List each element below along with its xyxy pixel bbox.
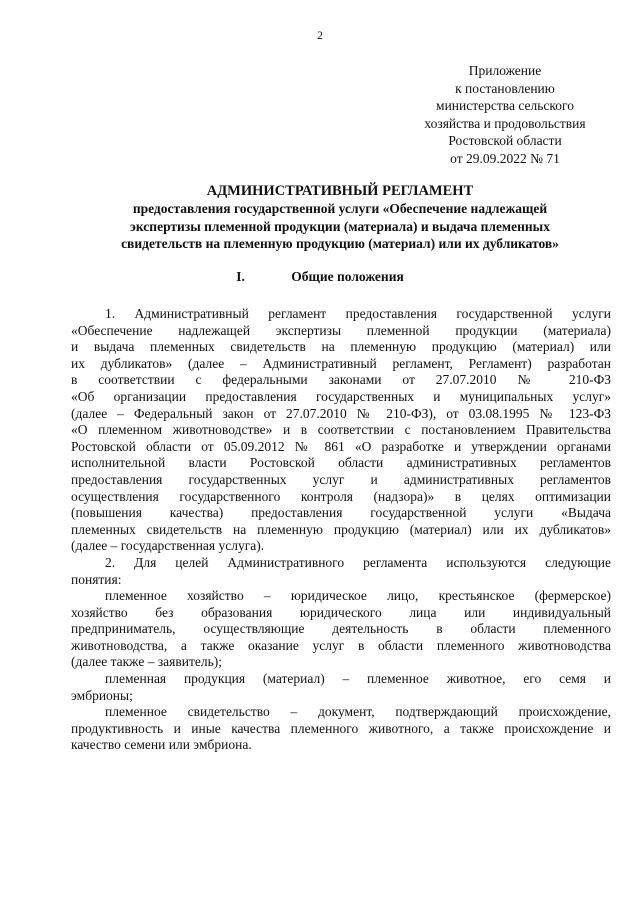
text-line: продуктивность и иные качества племенного животного, а также происхождение и xyxy=(71,720,611,736)
text-line: хозяйство без образования юридического лица или индивидуальный xyxy=(71,604,611,620)
text-line: племенное хозяйство – юридическое лицо, крестьянское (фермерское) xyxy=(105,588,611,604)
text-line: предприниматель, осуществляющие деятельность в области племенного xyxy=(71,621,611,637)
subtitle-line: предоставления государственной услуги «Обеспечение надлежащей xyxy=(132,201,548,216)
subtitle-line: свидетельств на племенную продукцию (материал) или их дубликатов» xyxy=(121,236,559,251)
text-line: 2. Для целей Административного регламента используются следующие xyxy=(105,554,611,570)
text-line: качество семени или эмбриона. xyxy=(71,737,252,753)
text-line: (далее – государственная услуга). xyxy=(71,538,265,554)
text-line: «О племенном животноводстве» и в соответствии с постановлением Правительства xyxy=(71,422,611,438)
section-heading xyxy=(0,268,640,286)
text-line: 1. Административный регламент предоставления государственной услуги xyxy=(105,306,611,321)
annex-line: хозяйства и продовольствия xyxy=(424,115,586,131)
section-title: Общие положения xyxy=(291,269,404,284)
paragraph xyxy=(71,671,611,704)
text-line: (повышения качества) предоставления государственной услуги «Выдача xyxy=(71,505,611,521)
text-line: (далее – Федеральный закон от 27.07.2010 № 210-ФЗ), от 03.08.1995 № 123-ФЗ xyxy=(71,405,611,421)
annex-block xyxy=(385,62,625,167)
text-line: понятия: xyxy=(71,571,122,587)
text-line: (далее также – заявитель); xyxy=(71,654,222,670)
body-text xyxy=(71,306,611,754)
page-number: 2 xyxy=(317,30,323,42)
text-line: животноводства, а также оказание услуг в области племенного животноводства xyxy=(71,637,611,653)
text-line: племенная продукция (материал) – племенное животное, его семя и xyxy=(105,671,611,687)
annex-line: Приложение xyxy=(468,63,542,78)
text-line: «Об организации предоставления государственных и муниципальных услуг» xyxy=(71,388,611,404)
text-line: эмбрионы; xyxy=(71,687,133,703)
annex-line: к постановлению xyxy=(455,80,555,96)
title-block xyxy=(40,182,640,253)
text-line: исполнительной власти Ростовской области административных регламентов xyxy=(71,455,611,471)
document-subtitle xyxy=(40,200,640,253)
document-title: АДМИНИСТРАТИВНЫЙ РЕГЛАМЕНТ xyxy=(206,183,474,199)
annex-line: от 29.09.2022 № 71 xyxy=(450,150,560,166)
annex-line: Ростовской области xyxy=(448,133,562,148)
subtitle-line: экспертизы племенной продукции (материала) и выдача племенных xyxy=(130,218,550,234)
text-line: Ростовской области от 05.09.2012 № 861 «О разработке и утверждении органами xyxy=(71,438,611,454)
text-line: в соответствии с федеральными законами от 27.07.2010 № 210-ФЗ xyxy=(71,372,611,388)
annex-line: министерства сельского xyxy=(436,98,574,113)
paragraph xyxy=(71,588,611,671)
text-line: их дубликатов» (далее – Административный регламент, Регламент) разработан xyxy=(71,355,611,371)
text-line: племенное свидетельство – документ, подтверждающий происхождение, xyxy=(105,704,611,720)
text-line: «Обеспечение надлежащей экспертизы племенной продукции (материала) xyxy=(71,322,611,338)
paragraph xyxy=(71,306,611,555)
text-line: предоставления государственных услуг и административных регламентов xyxy=(71,471,611,487)
paragraph xyxy=(71,555,611,588)
text-line: племенных свидетельств на племенную продукцию (материал) или их дубликатов» xyxy=(71,521,611,537)
paragraph xyxy=(71,704,611,754)
text-line: осуществления государственного контроля (надзора)» в целях оптимизации xyxy=(71,488,611,504)
section-number: I. xyxy=(236,269,245,284)
text-line: и выдача племенных свидетельств на племенную продукцию (материал) или xyxy=(71,339,611,355)
